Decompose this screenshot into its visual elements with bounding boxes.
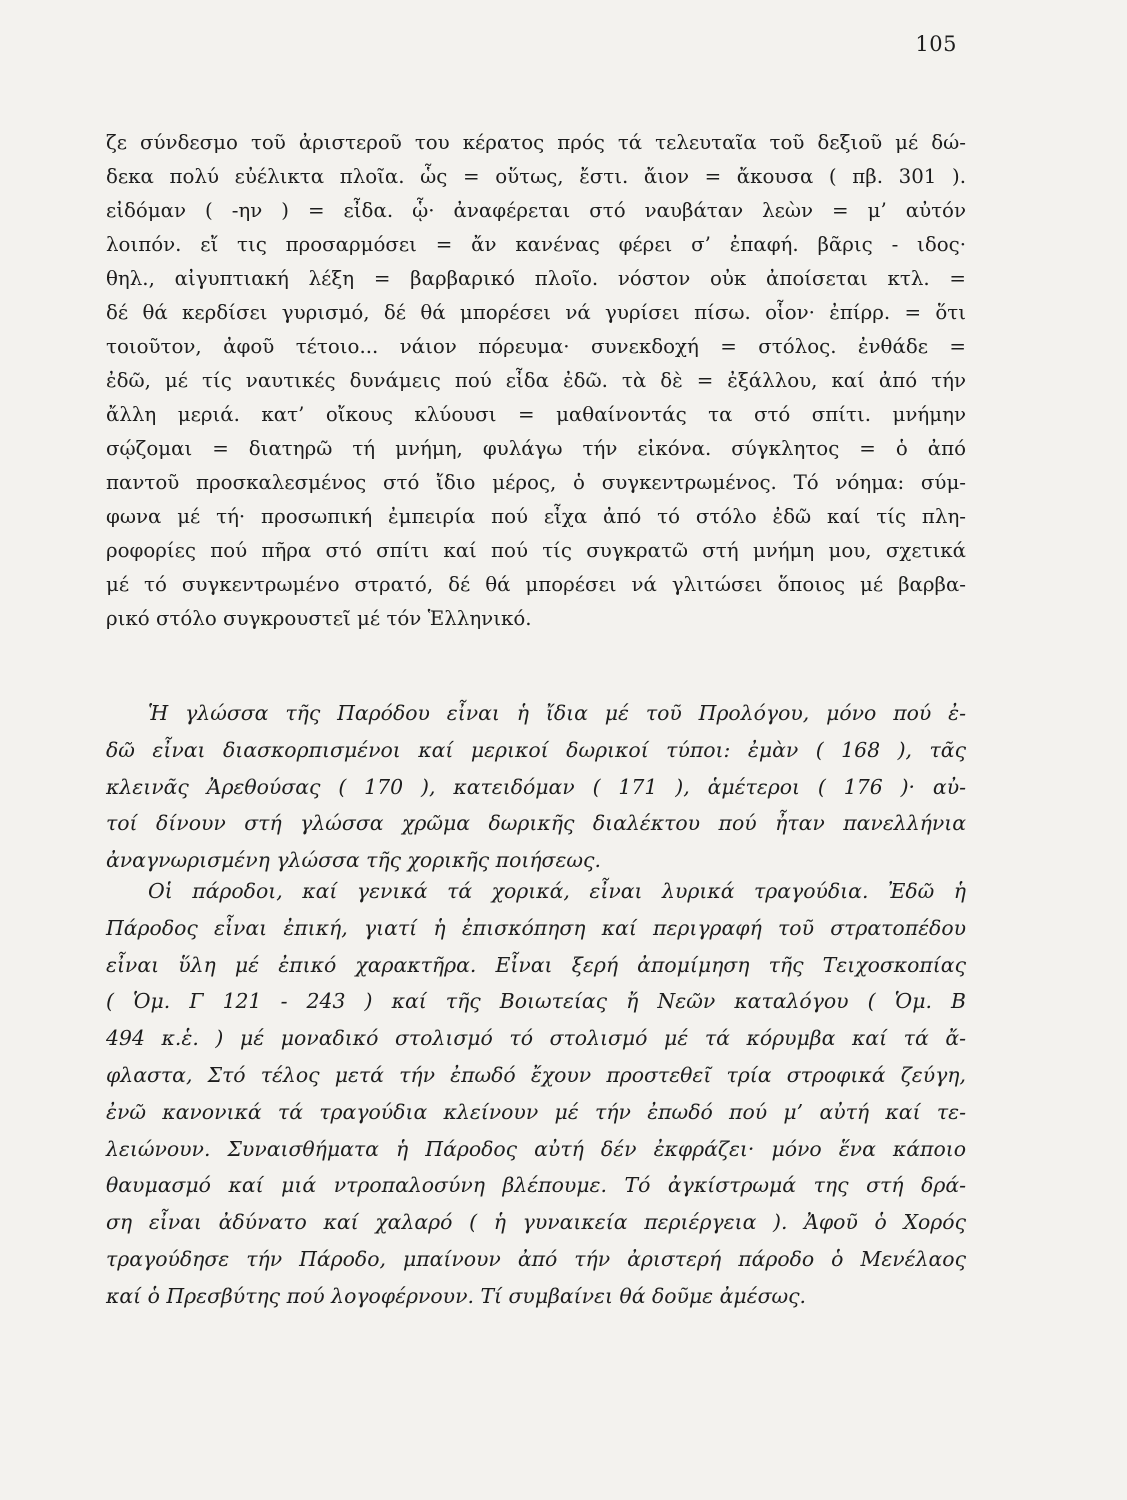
language-paragraph (106, 695, 966, 879)
text-line: ( Ὁμ. Γ 121 - 243 ) καί τῆς Βοιωτείας ἤ Νεῶν καταλόγου ( Ὁμ. Β (106, 989, 966, 1014)
text-line: ζε σύνδεσμο τοῦ ἀριστεροῦ του κέρατος πρός τά τελευταῖα τοῦ δεξιοῦ μέ δώ- (106, 131, 966, 154)
text-line: κλεινᾶς Ἀρεθούσας ( 170 ), κατειδόμαν ( 171 ), ἁμέτεροι ( 176 )· αὐ- (106, 774, 966, 799)
text-line: ση εἶναι ἀδύνατο καί χαλαρό ( ἡ γυναικεία περιέργεια ). Ἀφοῦ ὁ Χορός (106, 1210, 966, 1235)
text-line: Πάροδος εἶναι ἐπική, γιατί ἡ ἐπισκόπηση καί περιγραφή τοῦ στρατοπέδου (106, 915, 966, 940)
text-line: τοιοῦτον, ἀφοῦ τέτοιο... νάιον πόρευμα· συνεκδοχή = στόλος. ἐνθάδε = (106, 335, 966, 358)
text-line: παντοῦ προσκαλεσμένος στό ἴδιο μέρος, ὁ συγκεντρωμένος. Τό νόημα: σύμ- (106, 471, 966, 494)
text-line: μέ τό συγκεντρωμένο στρατό, δέ θά μπορέσει νά γλιτώσει ὅποιος μέ βαρβα- (106, 573, 966, 596)
text-line: φωνα μέ τή· προσωπική ἐμπειρία πού εἶχα ἀπό τό στόλο ἐδῶ καί τίς πλη- (106, 505, 966, 528)
text-line: λειώνουν. Συναισθήματα ἡ Πάροδος αὐτή δέν ἐκφράζει· μόνο ἕνα κάποιο (106, 1136, 966, 1161)
text-line: δέ θά κερδίσει γυρισμό, δέ θά μπορέσει νά γυρίσει πίσω. οἷον· ἐπίρρ. = ὅτι (106, 301, 966, 324)
text-line: ἐνῶ κανονικά τά τραγούδια κλείνουν μέ τήν ἐπωδό πού μ’ αὐτή καί τε- (106, 1099, 966, 1124)
text-line: δῶ εἶναι διασκορπισμένοι καί μερικοί δωρικοί τύποι: ἐμὰν ( 168 ), τᾶς (106, 737, 966, 762)
text-line: 494 κ.ἑ. ) μέ μοναδικό στολισμό τό στολισμό μέ τά κόρυμβα καί τά ἄ- (106, 1026, 966, 1051)
text-line: ἐδῶ, μέ τίς ναυτικές δυνάμεις πού εἶδα ἐδῶ. τὰ δὲ = ἐξάλλου, καί ἀπό τήν (106, 369, 966, 392)
text-line: εἶναι ὕλη μέ ἐπικό χαρακτῆρα. Εἶναι ξερή ἀπομίμηση τῆς Τειχοσκοπίας (106, 952, 966, 977)
text-line: τραγούδησε τήν Πάροδο, μπαίνουν ἀπό τήν ἀριστερή πάροδο ὁ Μενέλαος (106, 1246, 966, 1271)
text-line: ροφορίες πού πῆρα στό σπίτι καί πού τίς συγκρατῶ στή μνήμη μου, σχετικά (106, 539, 966, 562)
text-line: Ἡ γλώσσα τῆς Παρόδου εἶναι ἡ ἴδια μέ τοῦ Προλόγου, μόνο πού ἐ- (148, 701, 966, 725)
commentary-paragraph (106, 126, 966, 636)
text-line: καί ὁ Πρεσβύτης πού λογοφέρνουν. Τί συμβαίνει θά δοῦμε ἀμέσως. (106, 1283, 807, 1308)
text-line: ἀναγνωρισμένη γλώσσα τῆς χορικῆς ποιήσεως. (106, 848, 601, 873)
text-line: φλαστα, Στό τέλος μετά τήν ἐπωδό ἔχουν προστεθεῖ τρία στροφικά ζεύγη, (106, 1062, 966, 1087)
text-line: σῴζομαι = διατηρῶ τή μνήμη, φυλάγω τήν εἰκόνα. σύγκλητος = ὁ ἀπό (106, 437, 966, 460)
text-line: ρικό στόλο συγκρουστεῖ μέ τόν Ἑλληνικό. (106, 607, 532, 630)
page-number: 105 (915, 32, 957, 56)
text-line: Οἱ πάροδοι, καί γενικά τά χορικά, εἶναι λυρικά τραγούδια. Ἐδῶ ἡ (148, 879, 966, 903)
text-line: λοιπόν. εἴ τις προσαρμόσει = ἄν κανένας φέρει σ’ ἐπαφή. βᾶρις - ιδος· (106, 233, 966, 256)
text-line: εἰδόμαν ( -ην ) = εἶδα. ᾧ· ἀναφέρεται στό ναυβάταν λεὼν = μ’ αὐτόν (106, 199, 966, 222)
text-line: δεκα πολύ εὐέλικτα πλοῖα. ὧς = οὕτως, ἔστι. ἄιον = ἄκουσα ( πβ. 301 ). (106, 165, 966, 188)
text-line: ἄλλη μεριά. κατ’ οἴκους κλύουσι = μαθαίνοντάς τα στό σπίτι. μνήμην (106, 403, 966, 426)
text-line: τοί δίνουν στή γλώσσα χρῶμα δωρικῆς διαλέκτου πού ἦταν πανελλήνια (106, 811, 966, 836)
parodos-paragraph (106, 873, 966, 1315)
text-line: θηλ., αἰγυπτιακή λέξη = βαρβαρικό πλοῖο. νόστον οὐκ ἀποίσεται κτλ. = (106, 267, 966, 290)
text-line: θαυμασμό καί μιά ντροπαλοσύνη βλέπουμε. Τό ἀγκίστρωμά της στή δρά- (106, 1173, 966, 1198)
